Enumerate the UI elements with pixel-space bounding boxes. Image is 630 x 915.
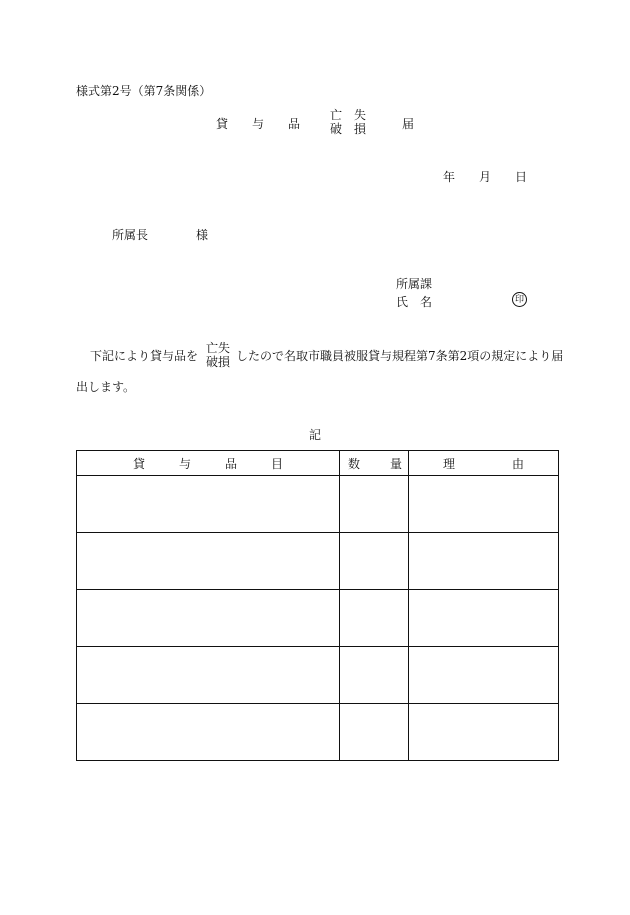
cell-reason[interactable] bbox=[409, 476, 559, 533]
header-item-name: 貸 与 品 目 bbox=[77, 451, 340, 476]
body-option-stack bbox=[206, 341, 230, 369]
body-suffix: したので名取市職員被服貸与規程第7条第2項の規定により届 bbox=[236, 349, 564, 363]
header-quantity: 数 量 bbox=[340, 451, 409, 476]
cell-quantity[interactable] bbox=[340, 704, 409, 761]
cell-reason[interactable] bbox=[409, 647, 559, 704]
ki-heading: 記 bbox=[309, 428, 322, 442]
title-items: 貸 与 品 bbox=[216, 117, 301, 131]
title-option-stack bbox=[330, 108, 366, 136]
cell-item-name[interactable] bbox=[77, 590, 340, 647]
items-table bbox=[76, 450, 559, 761]
seal-mark: 印 bbox=[512, 292, 527, 307]
cell-item-name[interactable] bbox=[77, 647, 340, 704]
table-row bbox=[77, 647, 559, 704]
body-option-damage: 破損 bbox=[206, 355, 231, 369]
cell-item-name[interactable] bbox=[77, 704, 340, 761]
table-header-row bbox=[77, 451, 559, 476]
body-line2: 出します。 bbox=[76, 380, 136, 394]
cell-quantity[interactable] bbox=[340, 476, 409, 533]
title-option-damage: 破 損 bbox=[330, 122, 367, 136]
title-option-loss: 亡 失 bbox=[330, 108, 367, 122]
name-label: 氏 名 bbox=[396, 295, 433, 309]
header-reason: 理 由 bbox=[409, 451, 559, 476]
body-prefix: 下記により貸与品を bbox=[90, 349, 199, 363]
form-number: 様式第2号（第7条関係） bbox=[76, 84, 212, 98]
cell-quantity[interactable] bbox=[340, 533, 409, 590]
title-report: 届 bbox=[402, 117, 415, 131]
cell-reason[interactable] bbox=[409, 704, 559, 761]
addressee-honorific: 様 bbox=[196, 228, 209, 242]
addressee-label: 所属長 bbox=[112, 228, 149, 242]
table-row bbox=[77, 704, 559, 761]
cell-item-name[interactable] bbox=[77, 533, 340, 590]
cell-reason[interactable] bbox=[409, 533, 559, 590]
cell-reason[interactable] bbox=[409, 590, 559, 647]
date-line: 年 月 日 bbox=[443, 170, 528, 184]
table-row bbox=[77, 476, 559, 533]
cell-quantity[interactable] bbox=[340, 647, 409, 704]
body-option-loss: 亡失 bbox=[206, 341, 231, 355]
table-row bbox=[77, 590, 559, 647]
table-row bbox=[77, 533, 559, 590]
cell-quantity[interactable] bbox=[340, 590, 409, 647]
cell-item-name[interactable] bbox=[77, 476, 340, 533]
department-label: 所属課 bbox=[396, 277, 433, 291]
